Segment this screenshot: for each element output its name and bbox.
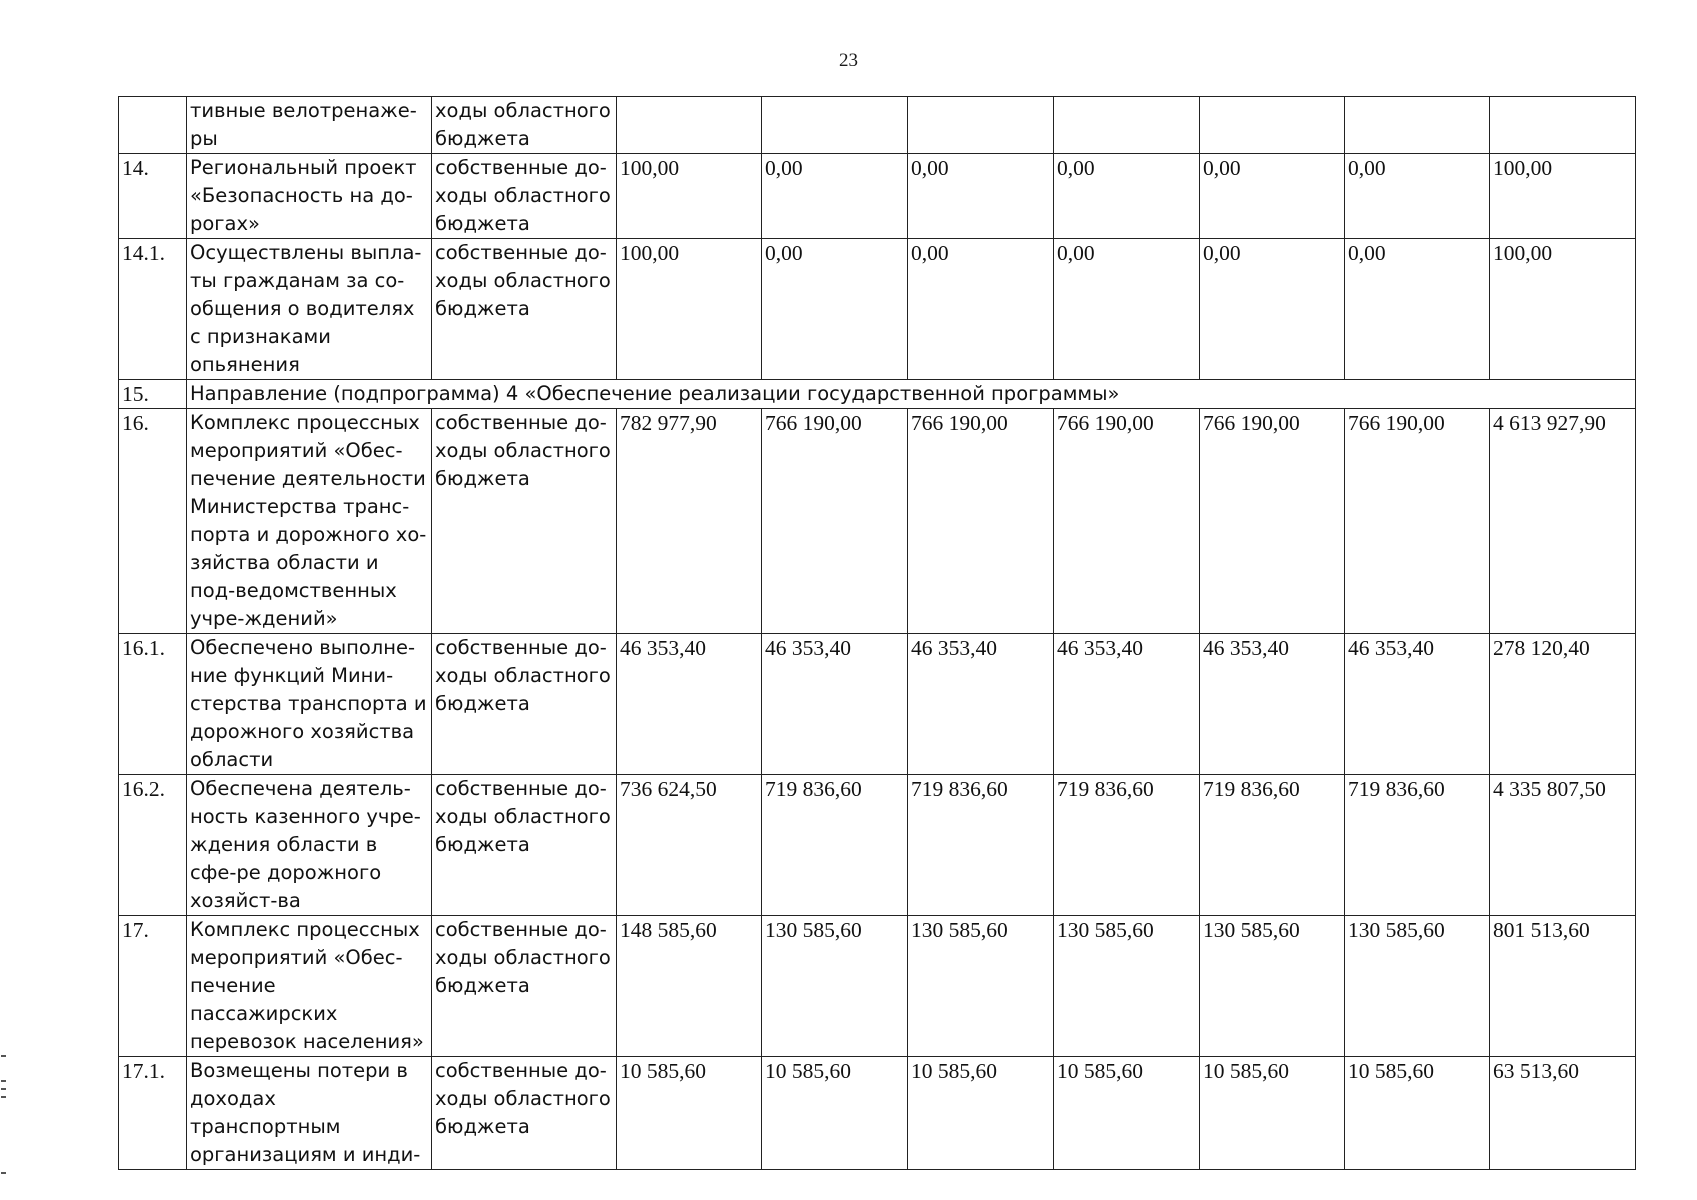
year-value-cell: 766 190,00: [908, 409, 1054, 634]
year-value-cell: 719 836,60: [908, 775, 1054, 916]
row-number-cell: 17.1.: [119, 1057, 187, 1170]
year-value-cell: 46 353,40: [908, 634, 1054, 775]
total-value-cell: 4 335 807,50: [1490, 775, 1636, 916]
total-value-cell: [1490, 97, 1636, 154]
year-value-cell: 10 585,60: [1200, 1057, 1345, 1170]
year-value-cell: 130 585,60: [908, 916, 1054, 1057]
year-value-cell: 0,00: [1200, 154, 1345, 239]
activity-name-cell: Возмещены потери в доходах транспортным организациям и инди-: [187, 1057, 432, 1170]
row-number-cell: 16.1.: [119, 634, 187, 775]
funding-source-cell: собственные до-ходы областного бюджета: [432, 916, 617, 1057]
year-value-cell: 130 585,60: [1345, 916, 1490, 1057]
year-value-cell: 736 624,50: [617, 775, 762, 916]
table-row: [119, 97, 1636, 154]
year-value-cell: 46 353,40: [1054, 634, 1200, 775]
year-value-cell: 0,00: [762, 239, 908, 380]
table-row: [119, 154, 1636, 239]
year-value-cell: 100,00: [617, 154, 762, 239]
funding-source-cell: собственные до-ходы областного бюджета: [432, 154, 617, 239]
year-value-cell: 0,00: [1054, 154, 1200, 239]
activity-name-cell: Обеспечена деятель-ность казенного учре-ждения области в сфе-ре дорожного хозяйст-ва: [187, 775, 432, 916]
budget-table: [118, 96, 1636, 1170]
year-value-cell: 719 836,60: [1200, 775, 1345, 916]
year-value-cell: 100,00: [617, 239, 762, 380]
activity-name-cell: Осуществлены выпла-ты гражданам за со-общения о водителях с признаками опьянения: [187, 239, 432, 380]
row-number-cell: 16.: [119, 409, 187, 634]
table-body: [119, 97, 1636, 1170]
row-number-cell: [119, 97, 187, 154]
funding-source-cell: собственные до-ходы областного бюджета: [432, 409, 617, 634]
year-value-cell: [617, 97, 762, 154]
year-value-cell: [1345, 97, 1490, 154]
activity-name-cell: Комплекс процессных мероприятий «Обес-печение деятельности Министерства транс-порта и дорожного хо-зяйства области и под-ведомственных учре-ждений»: [187, 409, 432, 634]
year-value-cell: 766 190,00: [1345, 409, 1490, 634]
year-value-cell: 148 585,60: [617, 916, 762, 1057]
year-value-cell: 46 353,40: [617, 634, 762, 775]
funding-source-cell: собственные до-ходы областного бюджета: [432, 775, 617, 916]
year-value-cell: 130 585,60: [762, 916, 908, 1057]
year-value-cell: 782 977,90: [617, 409, 762, 634]
year-value-cell: 130 585,60: [1200, 916, 1345, 1057]
year-value-cell: 0,00: [908, 154, 1054, 239]
table-row: [119, 634, 1636, 775]
year-value-cell: 719 836,60: [1054, 775, 1200, 916]
year-value-cell: 0,00: [1200, 239, 1345, 380]
section-row: [119, 380, 1636, 409]
funding-source-cell: собственные до-ходы областного бюджета: [432, 239, 617, 380]
row-number-cell: 17.: [119, 916, 187, 1057]
year-value-cell: 719 836,60: [762, 775, 908, 916]
year-value-cell: 0,00: [1345, 239, 1490, 380]
year-value-cell: 0,00: [762, 154, 908, 239]
year-value-cell: [908, 97, 1054, 154]
total-value-cell: 4 613 927,90: [1490, 409, 1636, 634]
scan-mark: [1, 1080, 6, 1082]
year-value-cell: 10 585,60: [1345, 1057, 1490, 1170]
year-value-cell: 130 585,60: [1054, 916, 1200, 1057]
year-value-cell: 0,00: [908, 239, 1054, 380]
row-number-cell: 16.2.: [119, 775, 187, 916]
table-row: [119, 239, 1636, 380]
year-value-cell: 46 353,40: [1345, 634, 1490, 775]
year-value-cell: [762, 97, 908, 154]
scan-mark: [1, 1088, 6, 1090]
year-value-cell: 766 190,00: [1054, 409, 1200, 634]
year-value-cell: 10 585,60: [908, 1057, 1054, 1170]
activity-name-cell: Комплекс процессных мероприятий «Обес-печение пассажирских перевозок населения»: [187, 916, 432, 1057]
year-value-cell: 0,00: [1054, 239, 1200, 380]
table-row: [119, 1057, 1636, 1170]
table-row: [119, 775, 1636, 916]
year-value-cell: 46 353,40: [762, 634, 908, 775]
year-value-cell: 719 836,60: [1345, 775, 1490, 916]
table-row: [119, 916, 1636, 1057]
year-value-cell: 766 190,00: [762, 409, 908, 634]
table-row: [119, 409, 1636, 634]
activity-name-cell: Региональный проект «Безопасность на до-рогах»: [187, 154, 432, 239]
section-title-cell: Направление (подпрограмма) 4 «Обеспечение реализации государственной программы»: [187, 380, 1636, 409]
activity-name-cell: Обеспечено выполне-ние функций Мини-стерства транспорта и дорожного хозяйства области: [187, 634, 432, 775]
total-value-cell: 100,00: [1490, 154, 1636, 239]
year-value-cell: 10 585,60: [617, 1057, 762, 1170]
row-number-cell: 15.: [119, 380, 187, 409]
total-value-cell: 100,00: [1490, 239, 1636, 380]
total-value-cell: 801 513,60: [1490, 916, 1636, 1057]
year-value-cell: 0,00: [1345, 154, 1490, 239]
row-number-cell: 14.1.: [119, 239, 187, 380]
scan-mark: [1, 1055, 6, 1057]
row-number-cell: 14.: [119, 154, 187, 239]
funding-source-cell: собственные до-ходы областного бюджета: [432, 634, 617, 775]
page-number: 23: [839, 50, 858, 71]
year-value-cell: [1200, 97, 1345, 154]
year-value-cell: 10 585,60: [1054, 1057, 1200, 1170]
activity-name-cell: тивные велотренаже-ры: [187, 97, 432, 154]
funding-source-cell: собственные до-ходы областного бюджета: [432, 1057, 617, 1170]
funding-source-cell: ходы областного бюджета: [432, 97, 617, 154]
total-value-cell: 63 513,60: [1490, 1057, 1636, 1170]
year-value-cell: 10 585,60: [762, 1057, 908, 1170]
total-value-cell: 278 120,40: [1490, 634, 1636, 775]
scan-mark: [1, 1096, 6, 1098]
year-value-cell: 766 190,00: [1200, 409, 1345, 634]
year-value-cell: 46 353,40: [1200, 634, 1345, 775]
scan-mark: [1, 1172, 6, 1174]
year-value-cell: [1054, 97, 1200, 154]
